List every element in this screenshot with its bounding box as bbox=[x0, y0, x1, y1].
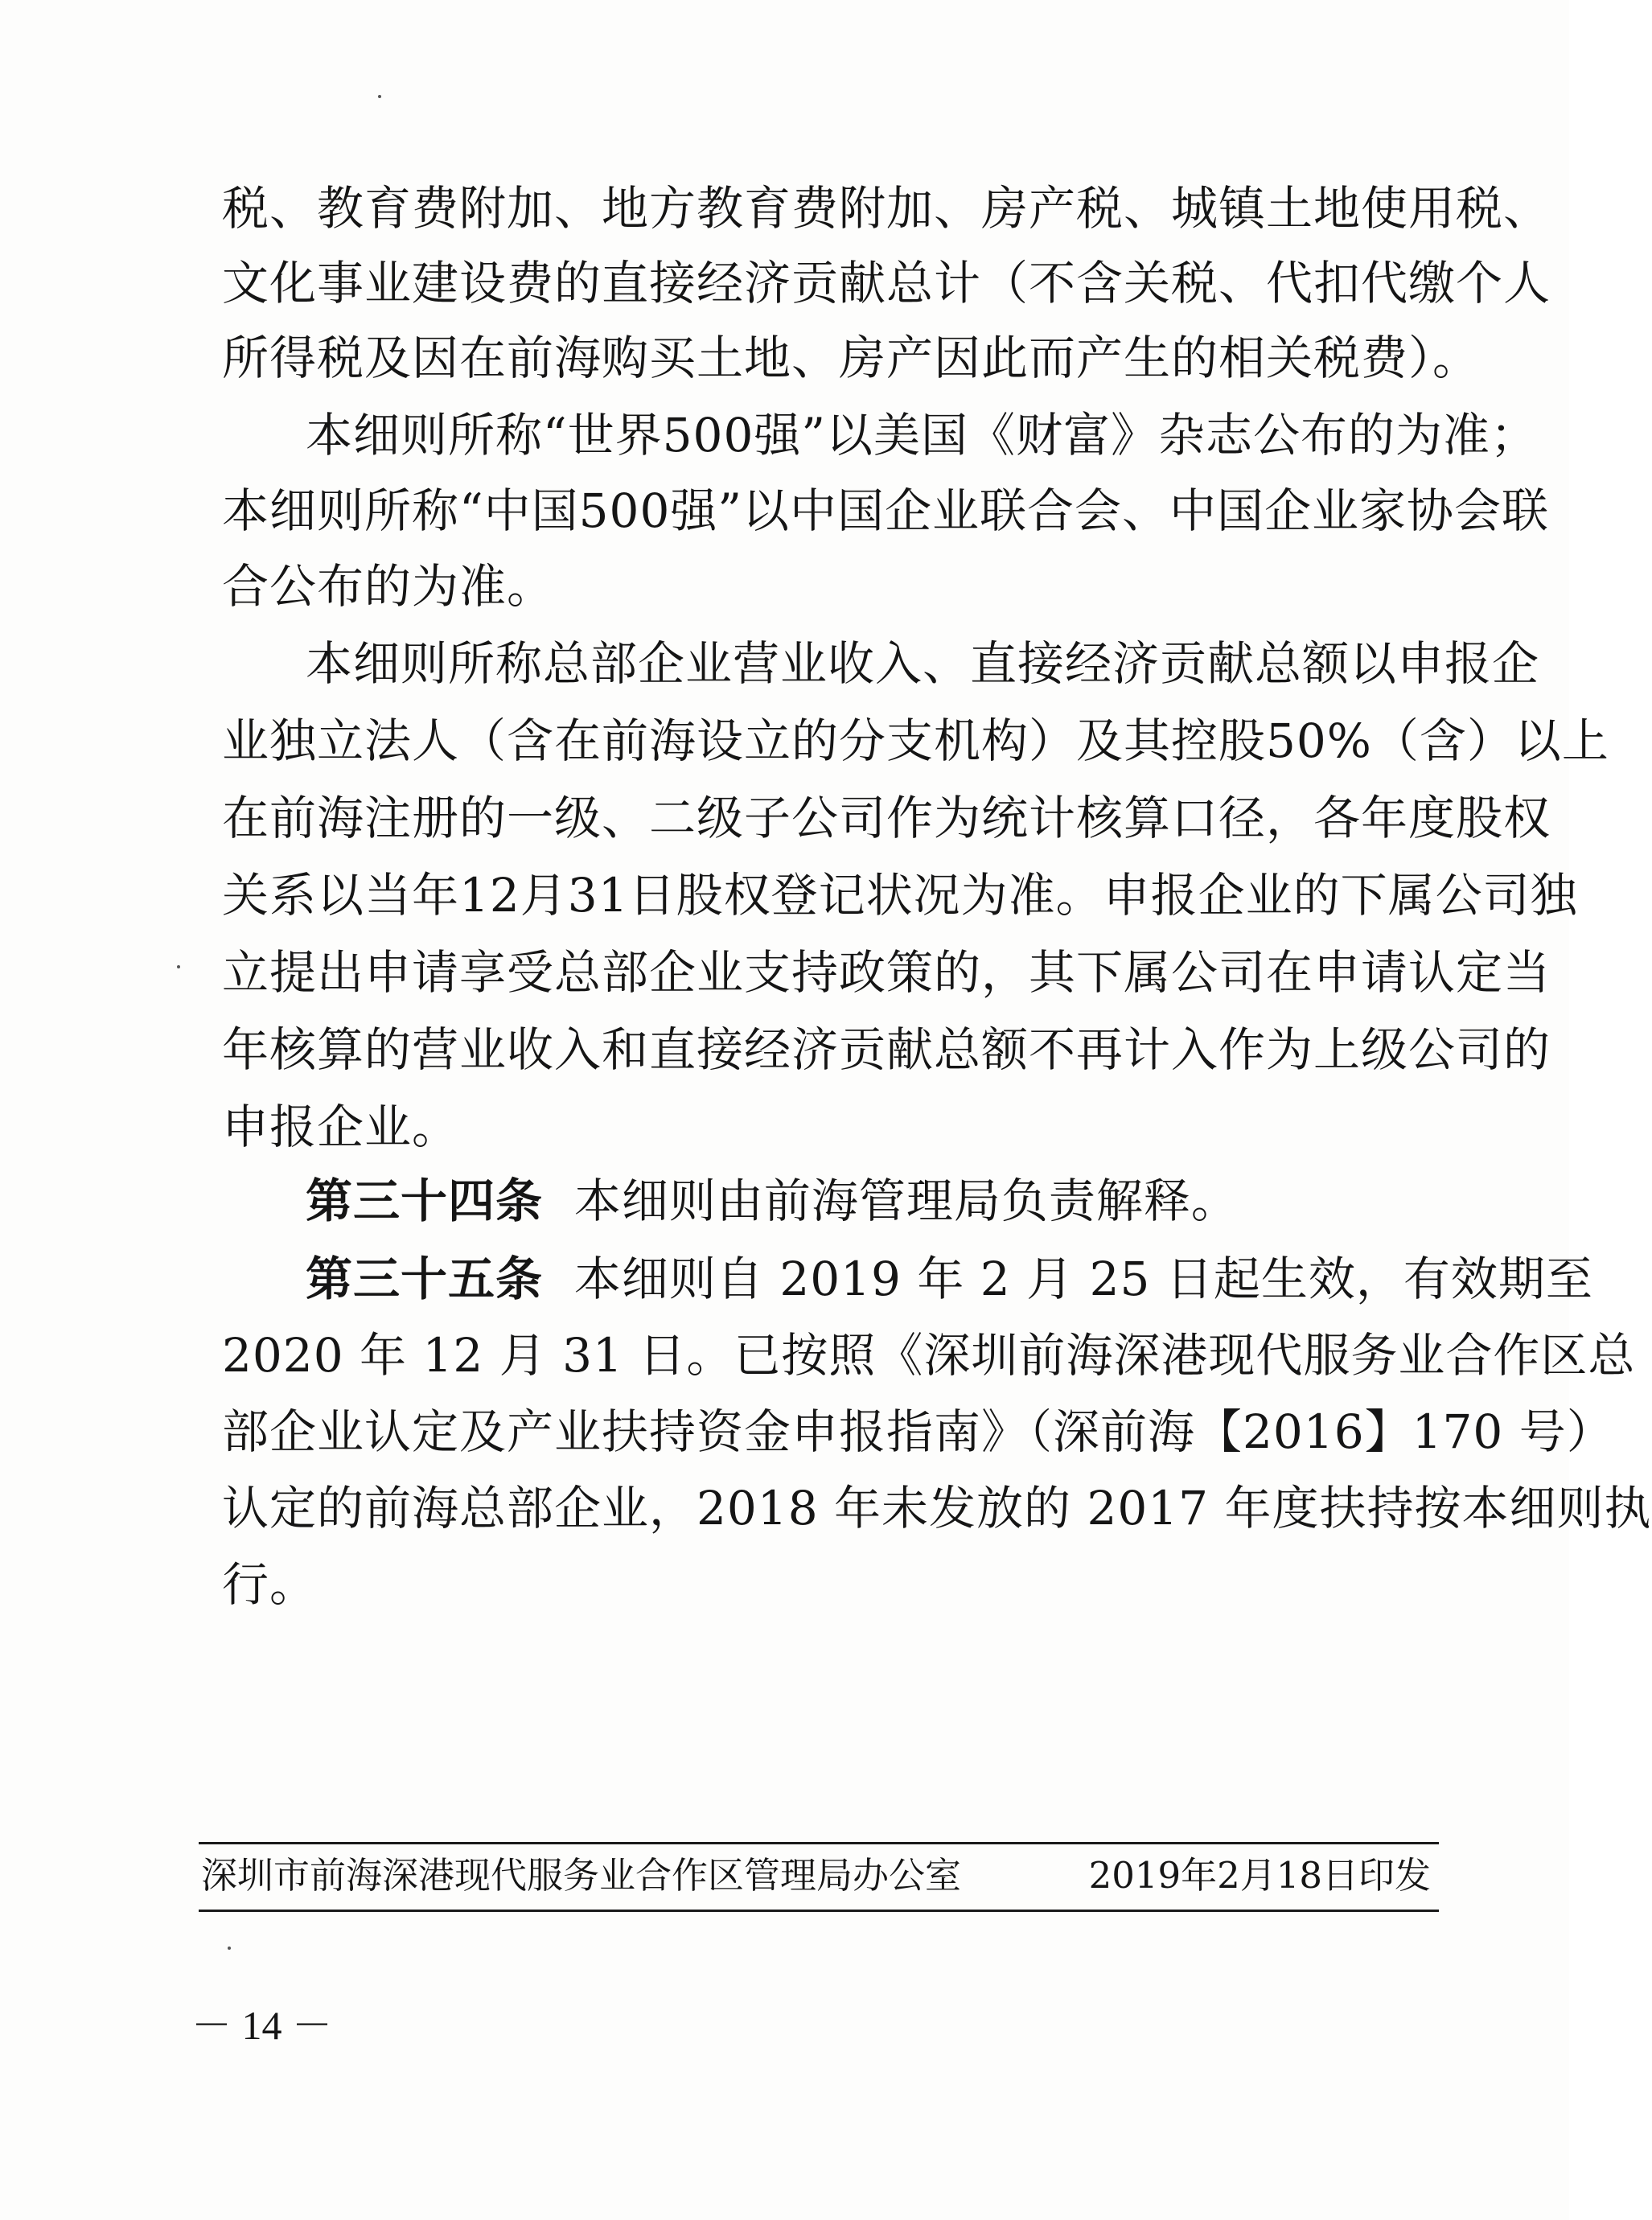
body-line: 部企业认定及产业扶持资金申报指南》（深前海【2016】170 号） bbox=[222, 1404, 1614, 1459]
article-35 bbox=[222, 1251, 1593, 1307]
footer-top-rule bbox=[199, 1842, 1439, 1844]
article-34 bbox=[222, 1173, 1436, 1229]
body-line: 立提出申请享受总部企业支持政策的，其下属公司在申请认定当 bbox=[222, 945, 1551, 1000]
body-line: 2020 年 12 月 31 日。已按照《深圳前海深港现代服务业合作区总 bbox=[222, 1328, 1636, 1383]
body-line: 合公布的为准。 bbox=[222, 559, 555, 614]
body-line: 所得税及因在前海购买土地、房产因此而产生的相关税费）。 bbox=[222, 331, 1481, 385]
body-line: 申报企业。 bbox=[222, 1100, 460, 1154]
article-text: 本细则自 2019 年 2 月 25 日起生效，有效期至 bbox=[573, 1252, 1593, 1306]
body-line: 本细则所称总部企业营业收入、直接经济贡献总额以申报企 bbox=[306, 636, 1540, 691]
body-line: 业独立法人（含在前海设立的分支机构）及其控股50%（含）以上 bbox=[222, 713, 1609, 768]
body-line: 在前海注册的一级、二级子公司作为统计核算口径，各年度股权 bbox=[222, 791, 1551, 845]
article-heading: 第三十五条 bbox=[306, 1252, 544, 1306]
body-line: 本细则所称“中国500强”以中国企业联合会、中国企业家协会联 bbox=[222, 483, 1550, 538]
body-line: 文化事业建设费的直接经济贡献总计（不含关税、代扣代缴个人 bbox=[222, 256, 1551, 310]
article-heading: 第三十四条 bbox=[306, 1174, 544, 1228]
article-text: 本细则由前海管理局负责解释。 bbox=[573, 1174, 1239, 1228]
body-line: 行。 bbox=[222, 1557, 318, 1612]
page-number: － 14 － bbox=[191, 2003, 332, 2048]
body-line: 认定的前海总部企业，2018 年未发放的 2017 年度扶持按本细则执 bbox=[222, 1481, 1652, 1536]
scan-speck bbox=[177, 965, 180, 968]
footer-bottom-rule bbox=[199, 1910, 1439, 1912]
scan-speck bbox=[378, 95, 381, 98]
scan-speck bbox=[228, 1947, 231, 1950]
body-line: 税、教育费附加、地方教育费附加、房产税、城镇土地使用税、 bbox=[222, 181, 1551, 236]
body-line: 本细则所称“世界500强”以美国《财富》杂志公布的为准； bbox=[306, 408, 1539, 462]
footer-issuer: 深圳市前海深港现代服务业合作区管理局办公室 bbox=[201, 1854, 962, 1897]
footer-date: 2019年2月18日印发 bbox=[1088, 1854, 1431, 1897]
body-line: 年核算的营业收入和直接经济贡献总额不再计入作为上级公司的 bbox=[222, 1022, 1551, 1077]
body-line: 关系以当年12月31日股权登记状况为准。申报企业的下属公司独 bbox=[222, 868, 1578, 923]
